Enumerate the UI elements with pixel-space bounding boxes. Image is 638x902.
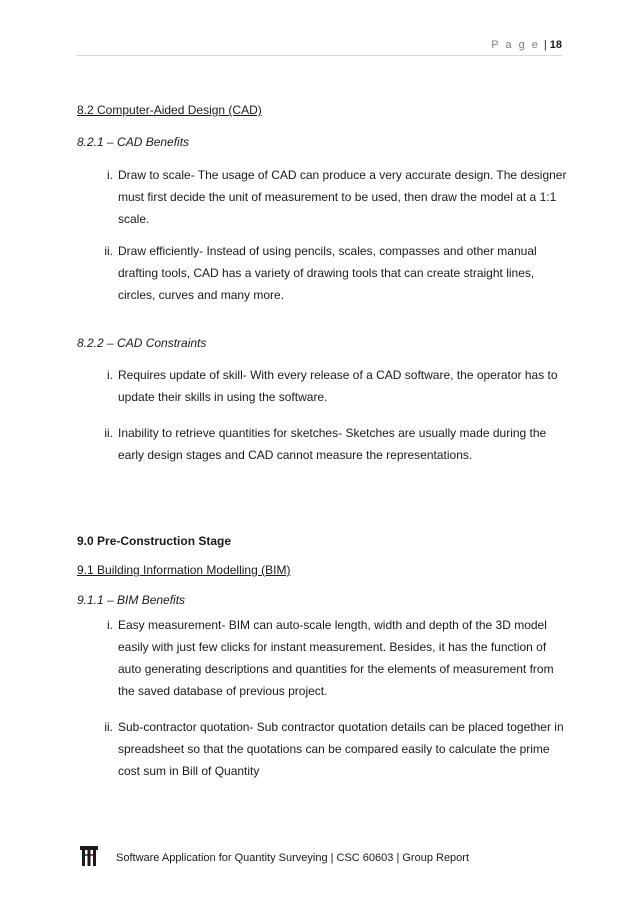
footer-text: Software Application for Quantity Surveying | CSC 60603 | Group Report	[116, 852, 470, 864]
list-item-number: i.	[107, 368, 113, 382]
header-divider	[76, 55, 562, 56]
list-item-text: Draw efficiently- Instead of using pencils, scales, compasses and other manual drafting tools, CAD has a variety of drawing tools that can create straight lines, circles, curves and many more.	[118, 244, 537, 302]
list-item-number: ii.	[104, 244, 113, 258]
page-header	[491, 39, 562, 51]
list-item-text: Easy measurement- BIM can auto-scale length, width and depth of the 3D model easily with just few clicks for instant measurement. Besides, it has the function of auto generating descriptions and quantities for the elements of measurement from the saved database of previous project.	[118, 618, 554, 698]
section-heading-8-2: 8.2 Computer-Aided Design (CAD)	[77, 103, 262, 117]
list-item-number: ii.	[104, 426, 113, 440]
list-item-text: Inability to retrieve quantities for sketches- Sketches are usually made during the early design stages and CAD cannot measure the representations.	[118, 426, 547, 462]
page-number: 18	[549, 39, 562, 51]
page-separator: |	[543, 39, 547, 51]
list-item	[77, 240, 567, 306]
section-heading-9-1: 9.1 Building Information Modelling (BIM)	[77, 563, 291, 577]
list-item	[77, 614, 567, 702]
list-item-number: ii.	[104, 720, 113, 734]
page-label: P a g e	[491, 39, 540, 51]
section-heading-9-0: 9.0 Pre-Construction Stage	[77, 534, 232, 548]
university-logo-icon	[80, 846, 98, 866]
list-item	[77, 164, 567, 230]
list-item	[77, 716, 567, 782]
subsection-heading-8-2-1: 8.2.1 – CAD Benefits	[77, 135, 190, 149]
subsection-heading-8-2-2: 8.2.2 – CAD Constraints	[77, 336, 207, 350]
list-item-text: Sub-contractor quotation- Sub contractor quotation details can be placed together in spreadsheet so that the quotations can be compared easily to calculate the prime cost sum in Bill of Quantity	[118, 720, 564, 778]
list-item-number: i.	[107, 618, 113, 632]
list-item-number: i.	[107, 168, 113, 182]
list-item	[77, 364, 567, 408]
list-item	[77, 422, 567, 466]
list-item-text: Draw to scale- The usage of CAD can produce a very accurate design. The designer must first decide the unit of measurement to be used, then draw the model at a 1:1 scale.	[118, 168, 567, 226]
list-item-text: Requires update of skill- With every release of a CAD software, the operator has to update their skills in using the software.	[118, 368, 558, 404]
subsection-heading-9-1-1: 9.1.1 – BIM Benefits	[77, 593, 186, 607]
